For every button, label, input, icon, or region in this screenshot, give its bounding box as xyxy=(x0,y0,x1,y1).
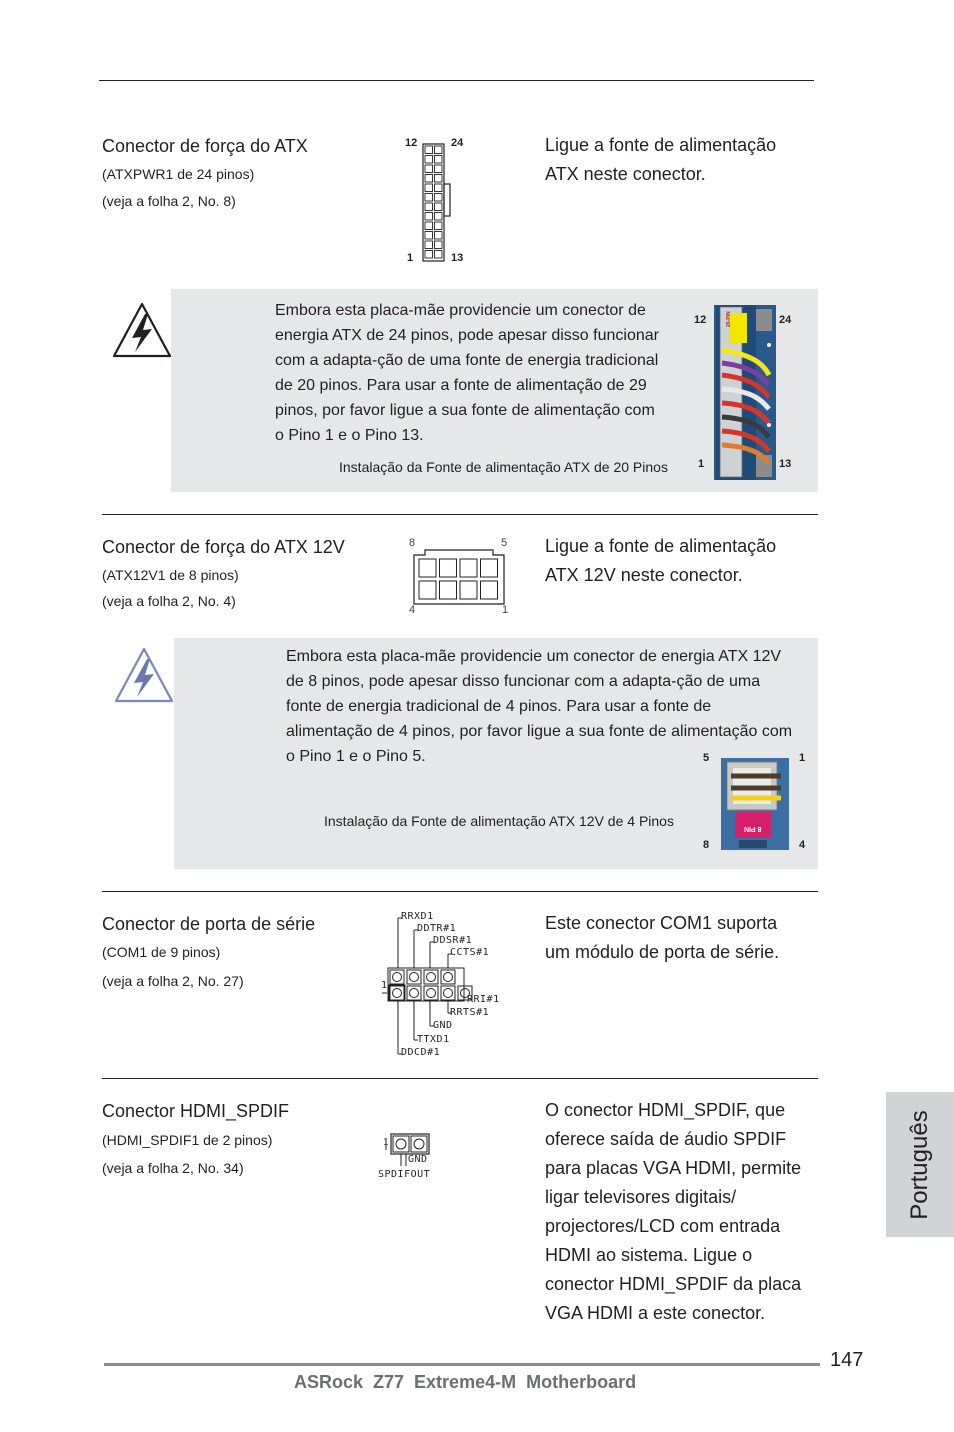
atx-warning-line: o Pino 1 e o Pino 13. xyxy=(275,427,424,444)
language-tab xyxy=(886,1092,954,1237)
hdmi-description xyxy=(545,1096,801,1328)
section-rule xyxy=(102,1078,818,1079)
atx12v-desc-line: ATX 12V neste conector. xyxy=(545,565,743,585)
hdmi-pins: (HDMI_SPDIF1 de 2 pinos) xyxy=(102,1132,273,1148)
hdmi-title: Conector HDMI_SPDIF xyxy=(102,1101,290,1121)
atx-pin-label-bl: 1 xyxy=(407,252,414,264)
top-rule xyxy=(99,80,814,81)
atx-desc-line: Ligue a fonte de alimentação xyxy=(545,135,777,155)
atx-photo-label-tr: 24 xyxy=(779,314,792,326)
atx12v-title: Conector de força do ATX 12V xyxy=(102,537,345,557)
atx-desc-line: ATX neste conector. xyxy=(545,164,706,184)
hdmi-ref: (veja a folha 2, No. 34) xyxy=(102,1160,244,1176)
atx-pin-label-br: 13 xyxy=(451,252,464,264)
language-tab-label: Português xyxy=(906,1109,933,1220)
atx-connector-diagram xyxy=(395,135,475,270)
footer-rule xyxy=(104,1363,820,1366)
footer-product-name: ASRock Z77 Extreme4-M Motherboard xyxy=(294,1372,637,1392)
atx12v-pin-label-br: 1 xyxy=(502,604,509,616)
hdmi-desc-line: ligar televisores digitais/ xyxy=(545,1187,737,1207)
atx-warning-line: com a adapta-ção de uma fonte de energia tradicional xyxy=(275,352,659,369)
atx-warning-line: de 20 pinos. Para usar a fonte de alimentação de 29 xyxy=(275,377,647,394)
atx12v-pins: (ATX12V1 de 8 pinos) xyxy=(102,567,239,583)
atx12v-photo-badge: 8 PIN xyxy=(744,825,762,832)
hdmi-desc-line: conector HDMI_SPDIF da placa xyxy=(545,1274,802,1294)
atx12v-warning-line: alimentação de 4 pinos, por favor ligue a sua fonte de alimentação com xyxy=(286,723,793,740)
com-label-rrxd1: RRXD1 xyxy=(401,911,434,922)
warning-lightning-icon xyxy=(112,645,176,705)
serial-description xyxy=(545,909,779,967)
hdmi-desc-line: oferece saída de áudio SPDIF xyxy=(545,1129,787,1149)
atx-warning-caption: Instalação da Fonte de alimentação ATX de 20 Pinos xyxy=(339,459,668,475)
atx12v-pin-label-tl: 8 xyxy=(409,537,416,549)
atx12v-warning-line: o Pino 1 e o Pino 5. xyxy=(286,748,426,765)
atx12v-4pin-photo xyxy=(698,750,810,855)
com-label-ttxd1: TTXD1 xyxy=(417,1034,450,1045)
com-label-rri1: RRI#1 xyxy=(467,994,500,1005)
atx12v-connector-diagram xyxy=(405,535,515,620)
atx-pin-label-tl: 12 xyxy=(405,137,418,149)
com-label-ddcd1: DDCD#1 xyxy=(401,1047,441,1058)
atx12v-photo-label-tr: 1 xyxy=(799,752,806,764)
serial-ref: (veja a folha 2, No. 27) xyxy=(102,973,244,989)
atx-photo-badge: 20-PIN xyxy=(726,311,732,327)
atx12v-photo-label-br: 4 xyxy=(799,839,806,851)
serial-title: Conector de porta de série xyxy=(102,914,316,934)
atx-photo-image xyxy=(714,305,776,480)
hdmi-connector-diagram xyxy=(375,1130,445,1185)
atx-photo-label-tl: 12 xyxy=(694,314,707,326)
atx-description xyxy=(545,131,776,189)
atx-ref: (veja a folha 2, No. 8) xyxy=(102,193,236,209)
atx-title: Conector de força do ATX xyxy=(102,136,308,156)
section-rule xyxy=(102,514,818,515)
hdmi-label-spdifout: SPDIFOUT xyxy=(378,1169,431,1180)
atx12v-warning-line: de 8 pinos, pode apesar disso funcionar com a adapta-ção de uma xyxy=(286,673,761,690)
com-label-ddsr1: DDSR#1 xyxy=(433,935,473,946)
atx-warning-line: energia ATX de 24 pinos, pode apesar disso funcionar xyxy=(275,327,659,344)
warning-lightning-icon xyxy=(110,300,174,360)
hdmi-desc-line: HDMI ao sistema. Ligue o xyxy=(545,1245,753,1265)
atx12v-warning-caption: Instalação da Fonte de alimentação ATX 12V de 4 Pinos xyxy=(324,813,674,829)
hdmi-desc-line: VGA HDMI a este conector. xyxy=(545,1303,766,1323)
atx12v-pin-label-tr: 5 xyxy=(501,537,508,549)
com-label-rrts1: RRTS#1 xyxy=(450,1007,490,1018)
serial-connector-diagram xyxy=(378,908,508,1063)
atx12v-warning-line: Embora esta placa-mãe providencie um conector de energia ATX 12V xyxy=(286,648,782,665)
atx12v-ref: (veja a folha 2, No. 4) xyxy=(102,593,236,609)
section-rule xyxy=(102,891,818,892)
atx12v-warning-line: fonte de energia tradicional de 4 pinos. Para usar a fonte de xyxy=(286,698,712,715)
com-label-gnd: GND xyxy=(433,1020,453,1031)
hdmi-desc-line: projectores/LCD com entrada xyxy=(545,1216,781,1236)
atx12v-description xyxy=(545,532,776,590)
serial-desc-line: um módulo de porta de série. xyxy=(545,942,780,962)
atx-pins: (ATXPWR1 de 24 pinos) xyxy=(102,166,255,182)
atx12v-8pin-icon xyxy=(413,549,505,605)
atx12v-photo-label-bl: 8 xyxy=(703,839,710,851)
atx-20pin-photo xyxy=(690,305,800,480)
serial-pins: (COM1 de 9 pinos) xyxy=(102,944,221,960)
hdmi-pin1-label: 1 xyxy=(383,1138,389,1148)
page-number: 147 xyxy=(830,1349,864,1371)
hdmi-label-gnd: GND xyxy=(408,1154,428,1165)
atx12v-pin-label-bl: 4 xyxy=(409,604,416,616)
hdmi-desc-line: para placas VGA HDMI, permite xyxy=(545,1158,802,1178)
atx-pin-label-tr: 24 xyxy=(451,137,464,149)
atx-24pin-icon xyxy=(420,141,452,265)
com-pin1-label: 1 xyxy=(381,980,388,991)
atx12v-photo-label-tl: 5 xyxy=(703,752,710,764)
atx-photo-label-bl: 1 xyxy=(698,458,705,470)
atx-warning-line: Embora esta placa-mãe providencie um conector de xyxy=(275,302,646,319)
atx12v-desc-line: Ligue a fonte de alimentação xyxy=(545,536,777,556)
atx12v-photo-image xyxy=(721,758,789,850)
serial-desc-line: Este conector COM1 suporta xyxy=(545,913,778,933)
hdmi-desc-line: O conector HDMI_SPDIF, que xyxy=(545,1100,786,1120)
atx-warning-line: pinos, por favor ligue a sua fonte de alimentação com xyxy=(275,402,655,419)
atx-photo-label-br: 13 xyxy=(779,458,792,470)
com-label-ddtr1: DDTR#1 xyxy=(417,923,457,934)
atx-warning-text xyxy=(275,298,659,448)
com-label-ccts1: CCTS#1 xyxy=(450,947,490,958)
